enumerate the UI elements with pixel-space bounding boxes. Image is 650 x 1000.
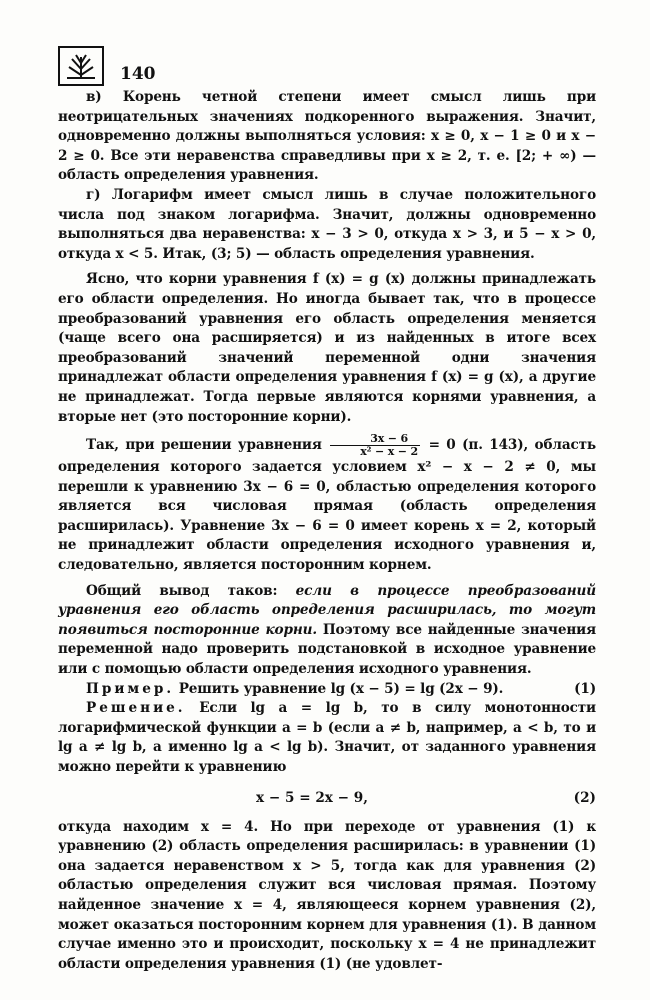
fraction-denominator: x² − x − 2 [360,445,419,459]
sprout-icon [64,51,98,81]
example-text: Решить уравнение lg (x − 5) = lg (2x − 9). [178,680,504,697]
paragraph-v: в) Корень четной степени имеет смысл лишь при неотрицательных значениях подкоренного выражения. Значит, одновременно должны выполняться условия: x ≥ 0, x − 1 ≥ 0 и x − 2 ≥ 0. Все эти неравенства справедливы при x ≥ 2, т. е. [2; + ∞) — область определения уравнения. [58,89,596,184]
publisher-logo [58,46,104,86]
paragraph-example [58,680,596,700]
page [58,38,596,974]
equation-2-body: x − 5 = 2x − 9, [256,789,368,806]
fraction [330,433,420,458]
fraction-numerator: 3x − 6 [330,433,420,446]
paragraph-roots: Ясно, что корни уравнения f (x) = g (x) должны принадлежать его области определения. Но иногда бывает так, что в процессе преобразований уравнения его область определения меняется (чаще всего она расширяется) и из найденных в итоге всех преобразований значений переменной одни значения принадлежат области определения уравнения f (x) = g (x), а другие не принадлежат. Тогда первые являются корнями уравнения, а вторые нет (это посторонние корни). [58,271,596,425]
equation-2 [58,778,596,818]
solution-label: Решение. [86,700,186,717]
text-after-fraction: = 0 (п. 143), область определения которого задается условием x² − x − 2 ≠ 0, мы перешли к уравнению 3x − 6 = 0, областью определения которого является вся числовая прямая (область определения расширилась). Уравнение 3x − 6 = 0 имеет корень x = 2, который не принадлежит области определения исходного уравнения и, следовательно, является посторонним корнем. [58,437,596,574]
conclusion-italic: если в процессе преобразований уравнения его область определения расширилась, то могут появиться посторонние корни. [58,582,596,638]
equation-2-number: (2) [573,789,596,806]
solution-text: Если lg a = lg b, то в силу монотонности логарифмической функции a = b (если a ≠ b, например, a < b, то и lg a ≠ lg b, а именно lg a < lg b). Значит, от заданного уравнения можно перейти к уравнению [58,700,596,775]
conclusion-start: Общий вывод таков: [86,582,278,599]
example-label: Пример. [86,680,175,697]
example-equation-number: (1) [574,680,596,697]
page-header [58,38,596,86]
paragraph-final: откуда находим x = 4. Но при переходе от уравнения (1) к уравнению (2) область определения расширилась: в уравнении (1) она задается неравенством x > 5, тогда как для уравнения (2) областью определения служит вся числовая прямая. Поэтому найденное значение x = 4, являющееся корнем уравнения (2), может оказаться посторонним корнем для уравнения (1). В данном случае именно это и происходит, поскольку x = 4 не принадлежит области определения уравнения (1) (не удовлет- [58,818,596,972]
text-before-fraction: Так, при решении уравнения [86,437,322,454]
paragraph-g: г) Логарифм имеет смысл лишь в случае положительного числа под знаком логарифма. Значит, должны одновременно выполняться два неравенства: x − 3 > 0, откуда x > 3, и 5 − x > 0, откуда x < 5. Итак, (3; 5) — область определения уравнения. [58,186,596,262]
paragraph-conclusion [58,582,596,680]
page-number: 140 [120,64,156,84]
conclusion-end: Поэтому все найденные значения переменной надо проверить подстановкой в исходное уравнение или с помощью области определения исходного уравнения. [58,621,596,678]
paragraph-solution [58,699,596,777]
paragraph-example-fraction [58,433,596,576]
